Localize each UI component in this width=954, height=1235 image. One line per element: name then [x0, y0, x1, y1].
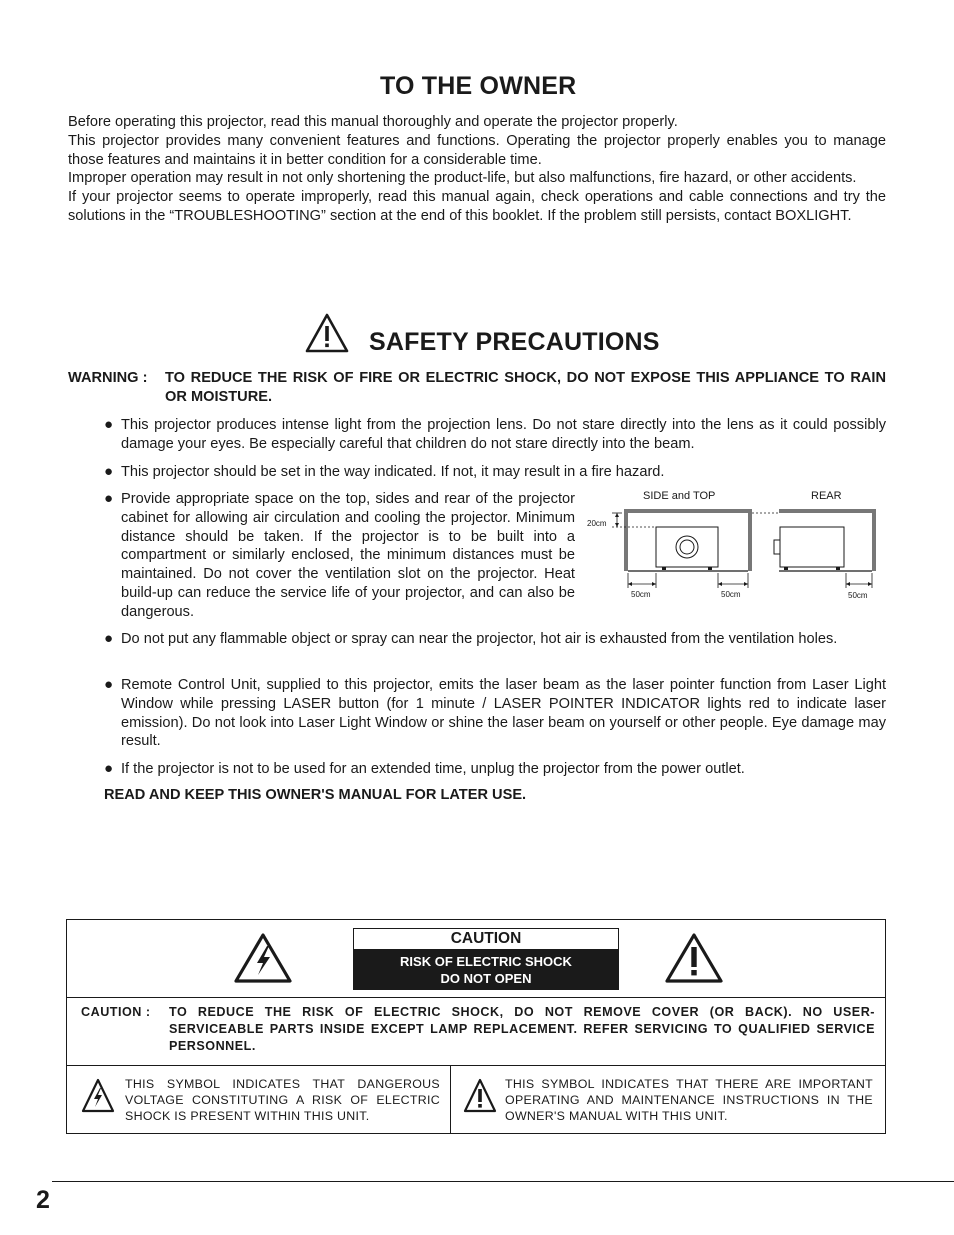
bullet-dot: ●	[104, 490, 114, 507]
dangerous-voltage-symbol-icon	[81, 1078, 115, 1114]
caution-text: TO REDUCE THE RISK OF ELECTRIC SHOCK, DO NOT REMOVE COVER (OR BACK). NO USER-SERVICEABLE PARTS INSIDE EXCEPT LAMP REPLACEMENT. REFER SERVICING TO QUALIFIED SERVICE PERSONNEL.	[169, 1005, 875, 1053]
caution-box	[66, 919, 886, 1134]
owner-paragraph-4: If your projector seems to operate improperly, read this manual again, check operations and cable connections and try the solutions in the “TROUBLESHOOTING” section at the end of this booklet. If the problem still persists, contact BOXLIGHT.	[68, 189, 886, 224]
footer-rule	[52, 1181, 954, 1182]
side-gap-right-marker	[718, 573, 748, 588]
warning-label: WARNING :	[68, 370, 148, 386]
read-keep-notice: READ AND KEEP THIS OWNER'S MANUAL FOR LATER USE.	[104, 787, 527, 803]
projector-front-icon	[656, 527, 718, 570]
diagram-rear-label: REAR	[811, 490, 842, 502]
important-instructions-symbol-icon	[463, 1078, 497, 1114]
owner-paragraph-1: Before operating this projector, read this manual thoroughly and operate the projector properly.	[68, 114, 678, 130]
diagram-side-top-label: SIDE and TOP	[643, 490, 716, 502]
rear-gap-marker	[846, 573, 872, 588]
caution-label-line-2: DO NOT OPEN	[440, 971, 532, 986]
owner-paragraph-3: Improper operation may result in not only shortening the product-life, but also malfunctions, fire hazard, or other accidents.	[68, 170, 857, 187]
page-number: 2	[36, 1186, 50, 1214]
side-gap-right-label: 50cm	[721, 590, 741, 599]
caution-label-banner	[354, 949, 618, 989]
caution-label-title: CAUTION	[450, 930, 522, 947]
bullet-text: If the projector is not to be used for an extended time, unplug the projector from the power outlet.	[121, 761, 745, 777]
caution-label	[353, 928, 619, 990]
owner-intro	[68, 113, 886, 226]
owner-title: TO THE OWNER	[380, 72, 577, 100]
projector-side-icon	[774, 527, 844, 570]
bullet-text: This projector produces intense light from the projection lens. Do not stare directly into the lens as it could possibly damage your eyes. Be especially careful that children do not stare directly into the beam.	[121, 417, 886, 452]
rear-gap-label: 50cm	[848, 591, 868, 600]
bullet-text: This projector should be set in the way indicated. If not, it may result in a fire hazard.	[121, 464, 665, 480]
side-gap-left-label: 50cm	[631, 590, 651, 599]
safety-title: SAFETY PRECAUTIONS	[369, 328, 660, 356]
divider	[450, 1065, 451, 1133]
bullet-text: Remote Control Unit, supplied to this projector, emits the laser beam as the laser pointer function from Laser Light Window while pressing LASER button (for 1 minute / LASER POINTER INDICATOR lights red to indicate laser emission). Do not look into Laser Light Window or shine the laser beam on yourself or other people. Eye damage may result.	[121, 677, 886, 750]
warning-triangle-icon	[305, 313, 349, 353]
important-instructions-description: THIS SYMBOL INDICATES THAT THERE ARE IMPORTANT OPERATING AND MAINTENANCE INSTRUCTIONS IN THE OWNER'S MANUAL WITH THIS UNIT.	[505, 1077, 873, 1123]
bullet-dot: ●	[104, 760, 114, 777]
bullet-dot: ●	[104, 463, 114, 480]
bullet-text: Provide appropriate space on the top, sides and rear of the projector cabinet for allowing air circulation and cooling the projector. Minimum distance should be taken. If the projector is to be built into a compartment or similarly enclosed, the minimum distances must be maintained. Do not cover the ventilation slot on the projector. Heat build-up can reduce the service life of your projector, and can also be dangerous.	[121, 491, 575, 620]
warning-text: TO REDUCE THE RISK OF FIRE OR ELECTRIC SHOCK, DO NOT EXPOSE THIS APPLIANCE TO RAIN OR MOISTURE.	[165, 370, 886, 405]
electric-shock-warning-icon	[233, 932, 293, 984]
owner-paragraph-2: This projector provides many convenient features and functions. Operating the projector properly enables you to manage those features and maintains it in better condition for a considerable time.	[68, 132, 886, 168]
bullet-dot: ●	[104, 416, 114, 433]
divider	[67, 1065, 885, 1066]
list-item	[104, 630, 886, 649]
clearance-diagram	[584, 484, 894, 606]
top-gap-marker	[612, 513, 656, 527]
caution-text-label: CAUTION :	[81, 1005, 151, 1019]
top-gap-label: 20cm	[587, 519, 607, 528]
caution-label-line-1: RISK OF ELECTRIC SHOCK	[400, 954, 572, 969]
bullet-dot: ●	[104, 630, 114, 647]
bullet-text: Do not put any flammable object or spray can near the projector, hot air is exhausted from the ventilation holes.	[121, 631, 838, 647]
list-item	[104, 760, 886, 779]
dangerous-voltage-description: THIS SYMBOL INDICATES THAT DANGEROUS VOLTAGE CONSTITUTING A RISK OF ELECTRIC SHOCK IS PRESENT WITHIN THIS UNIT.	[125, 1077, 440, 1123]
list-item	[104, 490, 575, 622]
list-item	[104, 463, 886, 482]
exclamation-warning-icon	[664, 932, 724, 984]
list-item	[104, 416, 886, 454]
list-item	[104, 676, 886, 751]
divider	[67, 997, 885, 998]
bullet-dot: ●	[104, 676, 114, 693]
side-gap-left-marker	[628, 573, 656, 588]
